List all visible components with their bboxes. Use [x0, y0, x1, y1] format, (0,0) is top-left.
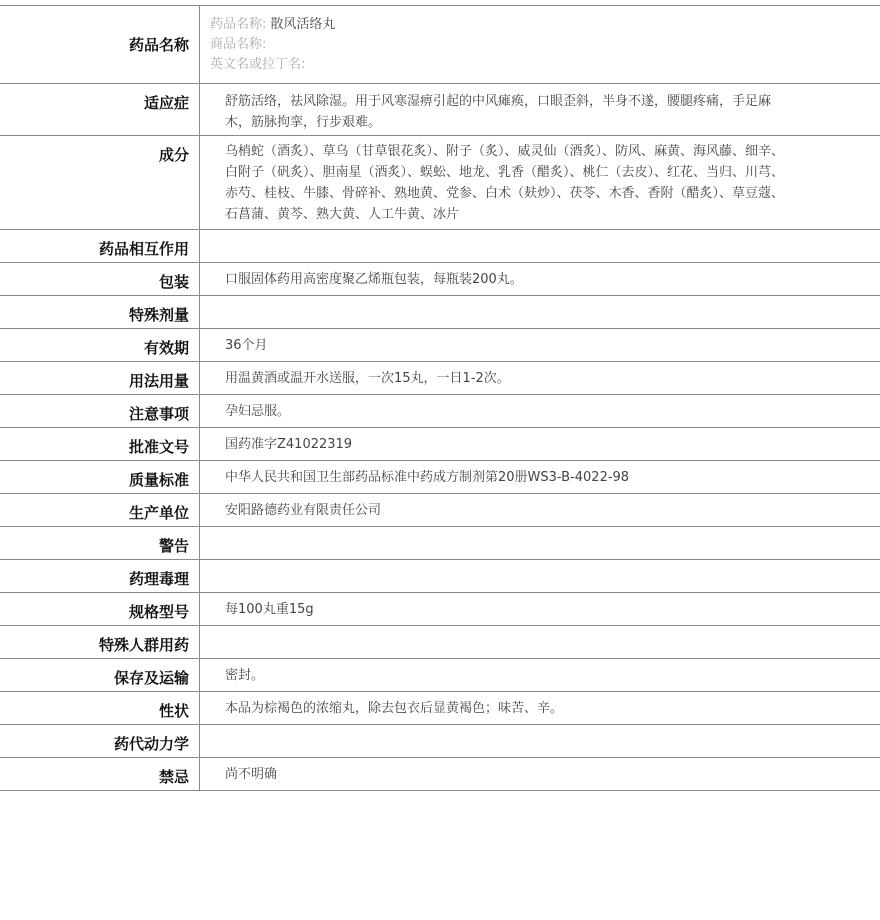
row-label: 有效期: [0, 329, 200, 361]
row-value: 尚不明确: [225, 767, 278, 782]
row-label: 特殊剂量: [0, 296, 200, 328]
row-contraindications: [0, 758, 880, 791]
row-approval-number: [0, 428, 880, 461]
row-label: 用法用量: [0, 362, 200, 394]
row-value: 国药准字Z41022319: [225, 437, 353, 452]
row-value: [200, 527, 880, 559]
row-value: 密封。: [225, 668, 265, 683]
row-value: 用温黄酒或温开水送服，一次15丸，一日1-2次。: [225, 371, 510, 386]
row-description: [0, 692, 880, 725]
row-pharmacology: [0, 560, 880, 593]
row-special-dosage: [0, 296, 880, 329]
drug-info-table: [0, 5, 880, 791]
row-special-populations: [0, 626, 880, 659]
drug-name-line: [210, 15, 870, 35]
row-label: 适应症: [0, 84, 200, 135]
row-specification: [0, 593, 880, 626]
trade-name-key: 商品名称:: [210, 37, 267, 52]
row-label: 生产单位: [0, 494, 200, 526]
row-value: [200, 560, 880, 592]
row-label: 注意事项: [0, 395, 200, 427]
row-value: 孕妇忌服。: [225, 404, 291, 419]
drug-name-value: 散风活络丸: [270, 17, 336, 32]
row-quality-standard: [0, 461, 880, 494]
row-label: 药品相互作用: [0, 230, 200, 262]
row-precautions: [0, 395, 880, 428]
row-value: 每100丸重15g: [225, 602, 314, 617]
row-value: 36个月: [225, 338, 268, 353]
row-storage: [0, 659, 880, 692]
row-value: 口服固体药用高密度聚乙烯瓶包装，每瓶装200丸。: [225, 272, 523, 287]
drug-name-key: 药品名称:: [210, 17, 267, 32]
row-value: 中华人民共和国卫生部药品标准中药成方制剂第20册WS3-B-4022-98: [225, 470, 630, 485]
row-packaging: [0, 263, 880, 296]
row-label: 批准文号: [0, 428, 200, 460]
trade-name-line: [210, 35, 870, 55]
row-pharmacokinetics: [0, 725, 880, 758]
row-interactions: [0, 230, 880, 263]
row-label: 警告: [0, 527, 200, 559]
row-usage-dosage: [0, 362, 880, 395]
row-value: [200, 725, 880, 757]
english-name-line: [210, 55, 870, 75]
english-name-key: 英文名或拉丁名:: [210, 57, 306, 72]
row-label: 药代动力学: [0, 725, 200, 757]
row-indication: [0, 84, 880, 136]
row-label: 药品名称: [0, 6, 200, 83]
row-value: 舒筋活络，祛风除湿。用于风寒湿痹引起的中风瘫痪，口眼歪斜，半身不遂，腰腿疼痛，手足麻木，筋脉拘挛，行步艰难。: [225, 94, 772, 130]
row-label: 特殊人群用药: [0, 626, 200, 658]
row-value: 乌梢蛇（酒炙）、草乌（甘草银花炙）、附子（炙）、威灵仙（酒炙）、防风、麻黄、海风藤、细辛、白附子（矾炙）、胆南星（酒炙）、蜈蚣、地龙、乳香（醋炙）、桃仁（去皮）、红花、当归、川芎、赤芍、桂枝、牛膝、骨碎补、熟地黄、党参、白术（麸炒）、茯苓、木香、香附（醋炙）、草豆蔻、石菖蒲、黄芩、熟大黄、人工牛黄、冰片: [225, 144, 785, 222]
row-value: [200, 296, 880, 328]
row-value: 安阳路德药业有限责任公司: [225, 503, 382, 518]
row-ingredients: [0, 136, 880, 230]
row-manufacturer: [0, 494, 880, 527]
row-label: 性状: [0, 692, 200, 724]
row-label: 禁忌: [0, 758, 200, 790]
row-label: 规格型号: [0, 593, 200, 625]
row-shelf-life: [0, 329, 880, 362]
row-label: 包装: [0, 263, 200, 295]
row-label: 质量标准: [0, 461, 200, 493]
row-warning: [0, 527, 880, 560]
name-values: [200, 6, 880, 83]
row-label: 药理毒理: [0, 560, 200, 592]
row-drug-name: [0, 6, 880, 84]
row-label: 成分: [0, 136, 200, 229]
row-label: 保存及运输: [0, 659, 200, 691]
row-value: [200, 626, 880, 658]
row-value: 本品为棕褐色的浓缩丸，除去包衣后显黄褐色；味苦、辛。: [225, 701, 564, 716]
row-value: [200, 230, 880, 262]
